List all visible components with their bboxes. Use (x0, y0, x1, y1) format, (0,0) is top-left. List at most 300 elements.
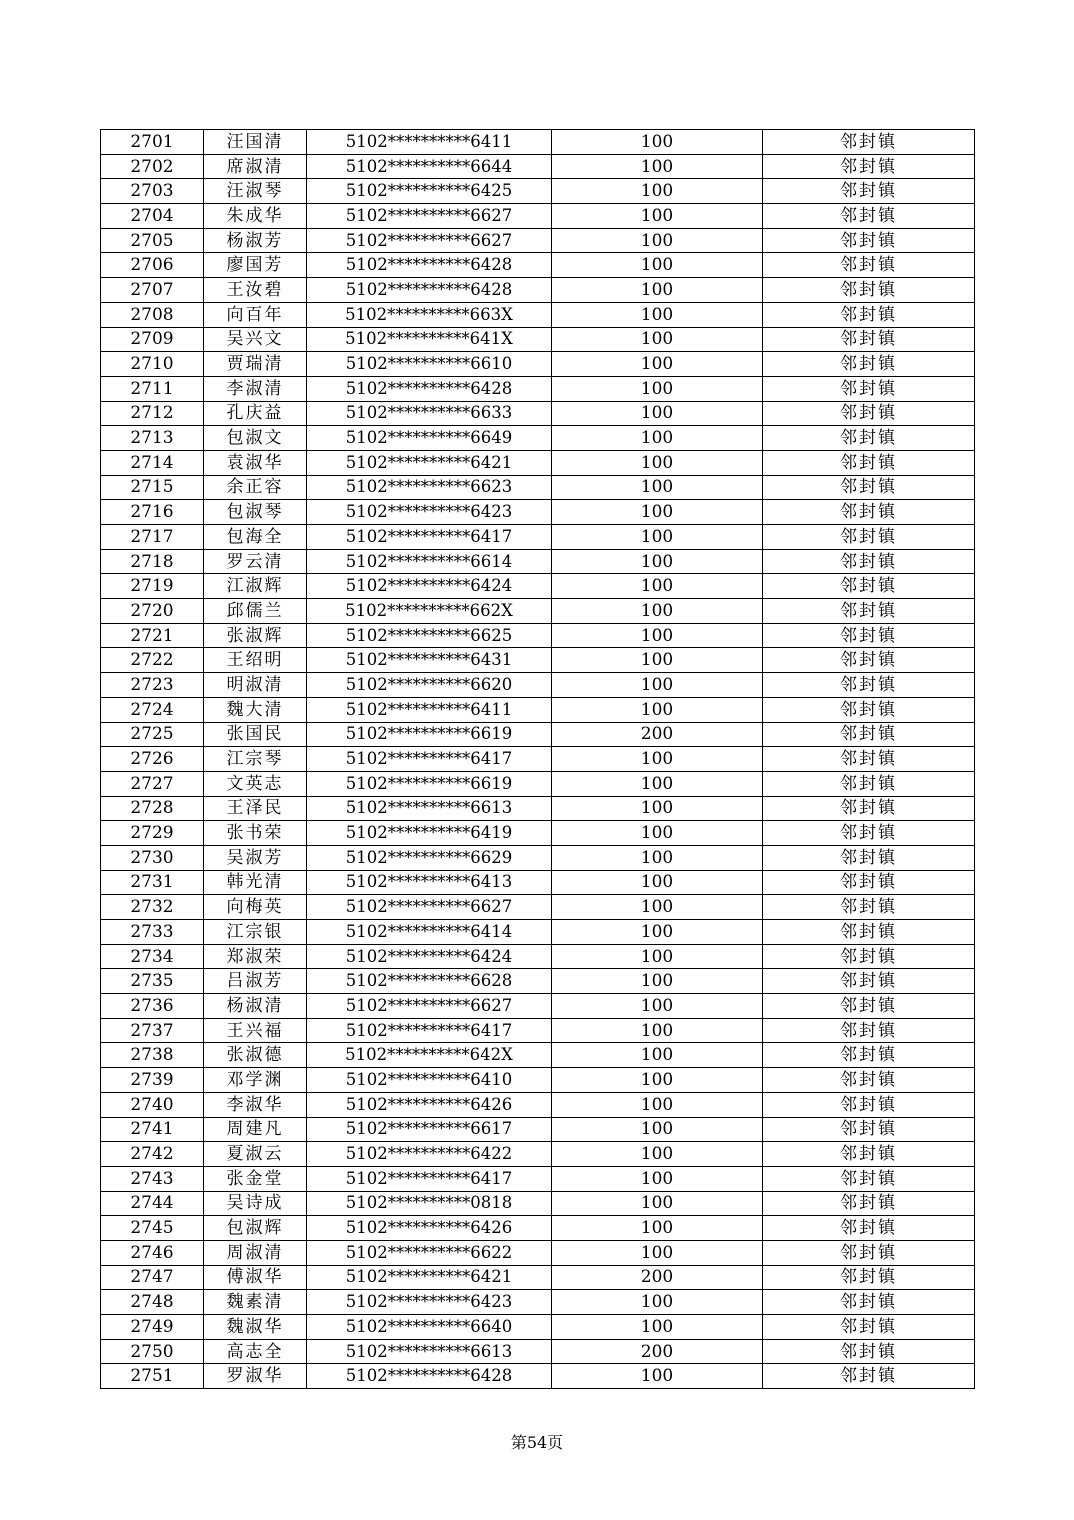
amount-cell: 100 (552, 1290, 763, 1315)
table-row (101, 1191, 975, 1216)
table-row (101, 525, 975, 550)
name-cell: 江宗银 (204, 920, 307, 945)
name-cell: 汪国清 (204, 130, 307, 155)
table-row (101, 870, 975, 895)
town-cell: 邻封镇 (763, 845, 975, 870)
id-number-cell: 5102**********6423 (307, 1290, 552, 1315)
amount-cell: 100 (552, 475, 763, 500)
amount-cell: 100 (552, 747, 763, 772)
name-cell: 邱儒兰 (204, 599, 307, 624)
table-row (101, 648, 975, 673)
serial-cell: 2706 (101, 253, 204, 278)
name-cell: 吴诗成 (204, 1191, 307, 1216)
town-cell: 邻封镇 (763, 154, 975, 179)
id-number-cell: 5102**********6629 (307, 845, 552, 870)
table-row (101, 697, 975, 722)
serial-cell: 2713 (101, 426, 204, 451)
amount-cell: 100 (552, 574, 763, 599)
table-row (101, 302, 975, 327)
town-cell: 邻封镇 (763, 796, 975, 821)
table-row (101, 500, 975, 525)
table-row (101, 1265, 975, 1290)
id-number-cell: 5102**********6619 (307, 722, 552, 747)
table-row (101, 1068, 975, 1093)
serial-cell: 2722 (101, 648, 204, 673)
serial-cell: 2715 (101, 475, 204, 500)
name-cell: 魏淑华 (204, 1315, 307, 1340)
amount-cell: 200 (552, 1339, 763, 1364)
amount-cell: 100 (552, 1142, 763, 1167)
name-cell: 周建凡 (204, 1117, 307, 1142)
table-row (101, 228, 975, 253)
town-cell: 邻封镇 (763, 549, 975, 574)
town-cell: 邻封镇 (763, 500, 975, 525)
id-number-cell: 5102**********6613 (307, 1339, 552, 1364)
amount-cell: 100 (552, 426, 763, 451)
town-cell: 邻封镇 (763, 574, 975, 599)
name-cell: 吴淑芳 (204, 845, 307, 870)
amount-cell: 100 (552, 821, 763, 846)
serial-cell: 2740 (101, 1092, 204, 1117)
town-cell: 邻封镇 (763, 1191, 975, 1216)
amount-cell: 100 (552, 771, 763, 796)
amount-cell: 100 (552, 352, 763, 377)
serial-cell: 2702 (101, 154, 204, 179)
amount-cell: 100 (552, 1315, 763, 1340)
id-number-cell: 5102**********6640 (307, 1315, 552, 1340)
town-cell: 邻封镇 (763, 920, 975, 945)
records-body (101, 130, 975, 1389)
amount-cell: 100 (552, 1240, 763, 1265)
id-number-cell: 5102**********6425 (307, 179, 552, 204)
name-cell: 余正容 (204, 475, 307, 500)
serial-cell: 2724 (101, 697, 204, 722)
serial-cell: 2749 (101, 1315, 204, 1340)
serial-cell: 2709 (101, 327, 204, 352)
amount-cell: 100 (552, 1117, 763, 1142)
amount-cell: 100 (552, 204, 763, 229)
serial-cell: 2708 (101, 302, 204, 327)
name-cell: 包淑辉 (204, 1216, 307, 1241)
serial-cell: 2742 (101, 1142, 204, 1167)
town-cell: 邻封镇 (763, 302, 975, 327)
town-cell: 邻封镇 (763, 253, 975, 278)
name-cell: 廖国芳 (204, 253, 307, 278)
name-cell: 吴兴文 (204, 327, 307, 352)
serial-cell: 2738 (101, 1043, 204, 1068)
table-row (101, 1315, 975, 1340)
serial-cell: 2717 (101, 525, 204, 550)
table-row (101, 327, 975, 352)
table-row (101, 1290, 975, 1315)
amount-cell: 100 (552, 870, 763, 895)
table-row (101, 599, 975, 624)
table-row (101, 994, 975, 1019)
name-cell: 魏大清 (204, 697, 307, 722)
name-cell: 吕淑芳 (204, 969, 307, 994)
town-cell: 邻封镇 (763, 771, 975, 796)
table-row (101, 1043, 975, 1068)
table-row (101, 401, 975, 426)
amount-cell: 100 (552, 1092, 763, 1117)
town-cell: 邻封镇 (763, 895, 975, 920)
table-row (101, 253, 975, 278)
id-number-cell: 5102**********6625 (307, 623, 552, 648)
name-cell: 李淑清 (204, 376, 307, 401)
table-row (101, 1142, 975, 1167)
name-cell: 夏淑云 (204, 1142, 307, 1167)
town-cell: 邻封镇 (763, 1166, 975, 1191)
id-number-cell: 5102**********6628 (307, 969, 552, 994)
table-row (101, 920, 975, 945)
name-cell: 郑淑荣 (204, 944, 307, 969)
serial-cell: 2703 (101, 179, 204, 204)
town-cell: 邻封镇 (763, 376, 975, 401)
amount-cell: 100 (552, 228, 763, 253)
town-cell: 邻封镇 (763, 327, 975, 352)
serial-cell: 2727 (101, 771, 204, 796)
name-cell: 张淑辉 (204, 623, 307, 648)
table-row (101, 179, 975, 204)
serial-cell: 2734 (101, 944, 204, 969)
page-number: 第54页 (510, 1433, 564, 1452)
id-number-cell: 5102**********6627 (307, 228, 552, 253)
serial-cell: 2736 (101, 994, 204, 1019)
amount-cell: 100 (552, 1191, 763, 1216)
town-cell: 邻封镇 (763, 1043, 975, 1068)
town-cell: 邻封镇 (763, 1142, 975, 1167)
town-cell: 邻封镇 (763, 1265, 975, 1290)
id-number-cell: 5102**********6644 (307, 154, 552, 179)
amount-cell: 100 (552, 845, 763, 870)
serial-cell: 2732 (101, 895, 204, 920)
id-number-cell: 5102**********6419 (307, 821, 552, 846)
name-cell: 文英志 (204, 771, 307, 796)
town-cell: 邻封镇 (763, 648, 975, 673)
amount-cell: 100 (552, 549, 763, 574)
name-cell: 袁淑华 (204, 450, 307, 475)
town-cell: 邻封镇 (763, 228, 975, 253)
serial-cell: 2716 (101, 500, 204, 525)
town-cell: 邻封镇 (763, 870, 975, 895)
name-cell: 张淑德 (204, 1043, 307, 1068)
id-number-cell: 5102**********6417 (307, 1166, 552, 1191)
serial-cell: 2726 (101, 747, 204, 772)
id-number-cell: 5102**********6613 (307, 796, 552, 821)
serial-cell: 2718 (101, 549, 204, 574)
serial-cell: 2720 (101, 599, 204, 624)
town-cell: 邻封镇 (763, 1364, 975, 1389)
id-number-cell: 5102**********6649 (307, 426, 552, 451)
serial-cell: 2705 (101, 228, 204, 253)
id-number-cell: 5102**********6414 (307, 920, 552, 945)
amount-cell: 100 (552, 673, 763, 698)
id-number-cell: 5102**********6421 (307, 1265, 552, 1290)
serial-cell: 2728 (101, 796, 204, 821)
town-cell: 邻封镇 (763, 969, 975, 994)
town-cell: 邻封镇 (763, 747, 975, 772)
town-cell: 邻封镇 (763, 1018, 975, 1043)
name-cell: 魏素清 (204, 1290, 307, 1315)
town-cell: 邻封镇 (763, 1117, 975, 1142)
id-number-cell: 5102**********642X (307, 1043, 552, 1068)
serial-cell: 2751 (101, 1364, 204, 1389)
id-number-cell: 5102**********663X (307, 302, 552, 327)
table-row (101, 1092, 975, 1117)
table-row (101, 1339, 975, 1364)
id-number-cell: 5102**********6428 (307, 376, 552, 401)
amount-cell: 100 (552, 253, 763, 278)
amount-cell: 100 (552, 994, 763, 1019)
serial-cell: 2741 (101, 1117, 204, 1142)
amount-cell: 100 (552, 1216, 763, 1241)
id-number-cell: 5102**********662X (307, 599, 552, 624)
name-cell: 包淑文 (204, 426, 307, 451)
serial-cell: 2721 (101, 623, 204, 648)
amount-cell: 100 (552, 376, 763, 401)
name-cell: 席淑清 (204, 154, 307, 179)
amount-cell: 100 (552, 327, 763, 352)
table-row (101, 278, 975, 303)
table-row (101, 895, 975, 920)
name-cell: 王汝碧 (204, 278, 307, 303)
table-row (101, 821, 975, 846)
serial-cell: 2704 (101, 204, 204, 229)
town-cell: 邻封镇 (763, 821, 975, 846)
amount-cell: 100 (552, 1018, 763, 1043)
id-number-cell: 5102**********641X (307, 327, 552, 352)
serial-cell: 2731 (101, 870, 204, 895)
id-number-cell: 5102**********6424 (307, 944, 552, 969)
id-number-cell: 5102**********6426 (307, 1216, 552, 1241)
amount-cell: 100 (552, 1068, 763, 1093)
serial-cell: 2710 (101, 352, 204, 377)
amount-cell: 100 (552, 401, 763, 426)
table-row (101, 969, 975, 994)
town-cell: 邻封镇 (763, 130, 975, 155)
name-cell: 王绍明 (204, 648, 307, 673)
table-row (101, 722, 975, 747)
town-cell: 邻封镇 (763, 697, 975, 722)
town-cell: 邻封镇 (763, 1092, 975, 1117)
amount-cell: 100 (552, 920, 763, 945)
serial-cell: 2729 (101, 821, 204, 846)
serial-cell: 2711 (101, 376, 204, 401)
table-row (101, 475, 975, 500)
name-cell: 向梅英 (204, 895, 307, 920)
id-number-cell: 5102**********6423 (307, 500, 552, 525)
table-row (101, 747, 975, 772)
town-cell: 邻封镇 (763, 1240, 975, 1265)
amount-cell: 100 (552, 1166, 763, 1191)
town-cell: 邻封镇 (763, 673, 975, 698)
serial-cell: 2730 (101, 845, 204, 870)
id-number-cell: 5102**********6410 (307, 1068, 552, 1093)
town-cell: 邻封镇 (763, 352, 975, 377)
name-cell: 杨淑清 (204, 994, 307, 1019)
town-cell: 邻封镇 (763, 204, 975, 229)
table-row (101, 1216, 975, 1241)
table-row (101, 450, 975, 475)
id-number-cell: 5102**********6417 (307, 1018, 552, 1043)
amount-cell: 100 (552, 895, 763, 920)
name-cell: 王泽民 (204, 796, 307, 821)
table-row (101, 549, 975, 574)
name-cell: 李淑华 (204, 1092, 307, 1117)
id-number-cell: 5102**********6422 (307, 1142, 552, 1167)
town-cell: 邻封镇 (763, 944, 975, 969)
town-cell: 邻封镇 (763, 1290, 975, 1315)
id-number-cell: 5102**********6431 (307, 648, 552, 673)
town-cell: 邻封镇 (763, 599, 975, 624)
town-cell: 邻封镇 (763, 994, 975, 1019)
serial-cell: 2725 (101, 722, 204, 747)
table-row (101, 352, 975, 377)
table-row (101, 130, 975, 155)
amount-cell: 100 (552, 697, 763, 722)
town-cell: 邻封镇 (763, 401, 975, 426)
serial-cell: 2714 (101, 450, 204, 475)
table-row (101, 154, 975, 179)
table-row (101, 796, 975, 821)
name-cell: 韩光清 (204, 870, 307, 895)
id-number-cell: 5102**********6421 (307, 450, 552, 475)
serial-cell: 2746 (101, 1240, 204, 1265)
town-cell: 邻封镇 (763, 525, 975, 550)
town-cell: 邻封镇 (763, 1315, 975, 1340)
amount-cell: 100 (552, 302, 763, 327)
amount-cell: 100 (552, 796, 763, 821)
serial-cell: 2750 (101, 1339, 204, 1364)
id-number-cell: 5102**********6428 (307, 253, 552, 278)
town-cell: 邻封镇 (763, 1216, 975, 1241)
amount-cell: 100 (552, 278, 763, 303)
amount-cell: 100 (552, 525, 763, 550)
id-number-cell: 5102**********6428 (307, 278, 552, 303)
town-cell: 邻封镇 (763, 426, 975, 451)
id-number-cell: 5102**********6417 (307, 525, 552, 550)
id-number-cell: 5102**********6619 (307, 771, 552, 796)
serial-cell: 2744 (101, 1191, 204, 1216)
name-cell: 包海全 (204, 525, 307, 550)
amount-cell: 100 (552, 969, 763, 994)
table-row (101, 426, 975, 451)
table-row (101, 1117, 975, 1142)
table-row (101, 574, 975, 599)
amount-cell: 100 (552, 648, 763, 673)
amount-cell: 100 (552, 179, 763, 204)
name-cell: 朱成华 (204, 204, 307, 229)
name-cell: 向百年 (204, 302, 307, 327)
serial-cell: 2737 (101, 1018, 204, 1043)
town-cell: 邻封镇 (763, 623, 975, 648)
name-cell: 高志全 (204, 1339, 307, 1364)
amount-cell: 200 (552, 1265, 763, 1290)
town-cell: 邻封镇 (763, 722, 975, 747)
name-cell: 邓学渊 (204, 1068, 307, 1093)
id-number-cell: 5102**********6610 (307, 352, 552, 377)
id-number-cell: 5102**********6424 (307, 574, 552, 599)
serial-cell: 2745 (101, 1216, 204, 1241)
id-number-cell: 5102**********6627 (307, 994, 552, 1019)
name-cell: 张国民 (204, 722, 307, 747)
amount-cell: 100 (552, 130, 763, 155)
name-cell: 周淑清 (204, 1240, 307, 1265)
amount-cell: 200 (552, 722, 763, 747)
name-cell: 江淑辉 (204, 574, 307, 599)
table-row (101, 1240, 975, 1265)
id-number-cell: 5102**********6622 (307, 1240, 552, 1265)
id-number-cell: 5102**********6627 (307, 204, 552, 229)
amount-cell: 100 (552, 1364, 763, 1389)
id-number-cell: 5102**********6620 (307, 673, 552, 698)
id-number-cell: 5102**********6617 (307, 1117, 552, 1142)
serial-cell: 2701 (101, 130, 204, 155)
table-row (101, 1364, 975, 1389)
id-number-cell: 5102**********6426 (307, 1092, 552, 1117)
serial-cell: 2707 (101, 278, 204, 303)
amount-cell: 100 (552, 944, 763, 969)
town-cell: 邻封镇 (763, 1068, 975, 1093)
serial-cell: 2719 (101, 574, 204, 599)
table-row (101, 1018, 975, 1043)
id-number-cell: 5102**********6428 (307, 1364, 552, 1389)
name-cell: 明淑清 (204, 673, 307, 698)
serial-cell: 2748 (101, 1290, 204, 1315)
name-cell: 杨淑芳 (204, 228, 307, 253)
id-number-cell: 5102**********6614 (307, 549, 552, 574)
name-cell: 汪淑琴 (204, 179, 307, 204)
town-cell: 邻封镇 (763, 475, 975, 500)
amount-cell: 100 (552, 623, 763, 648)
id-number-cell: 5102**********6627 (307, 895, 552, 920)
serial-cell: 2739 (101, 1068, 204, 1093)
amount-cell: 100 (552, 1043, 763, 1068)
table-row (101, 771, 975, 796)
serial-cell: 2733 (101, 920, 204, 945)
name-cell: 罗云清 (204, 549, 307, 574)
name-cell: 张金堂 (204, 1166, 307, 1191)
table-row (101, 376, 975, 401)
table-row (101, 673, 975, 698)
name-cell: 贾瑞清 (204, 352, 307, 377)
table-row (101, 944, 975, 969)
name-cell: 江宗琴 (204, 747, 307, 772)
id-number-cell: 5102**********6411 (307, 697, 552, 722)
id-number-cell: 5102**********6633 (307, 401, 552, 426)
town-cell: 邻封镇 (763, 450, 975, 475)
name-cell: 罗淑华 (204, 1364, 307, 1389)
name-cell: 张书荣 (204, 821, 307, 846)
town-cell: 邻封镇 (763, 278, 975, 303)
amount-cell: 100 (552, 599, 763, 624)
amount-cell: 100 (552, 500, 763, 525)
serial-cell: 2743 (101, 1166, 204, 1191)
name-cell: 包淑琴 (204, 500, 307, 525)
id-number-cell: 5102**********6417 (307, 747, 552, 772)
name-cell: 王兴福 (204, 1018, 307, 1043)
serial-cell: 2747 (101, 1265, 204, 1290)
id-number-cell: 5102**********6623 (307, 475, 552, 500)
town-cell: 邻封镇 (763, 179, 975, 204)
name-cell: 孔庆益 (204, 401, 307, 426)
id-number-cell: 5102**********6411 (307, 130, 552, 155)
name-cell: 傅淑华 (204, 1265, 307, 1290)
id-number-cell: 5102**********0818 (307, 1191, 552, 1216)
amount-cell: 100 (552, 154, 763, 179)
table-row (101, 845, 975, 870)
serial-cell: 2735 (101, 969, 204, 994)
